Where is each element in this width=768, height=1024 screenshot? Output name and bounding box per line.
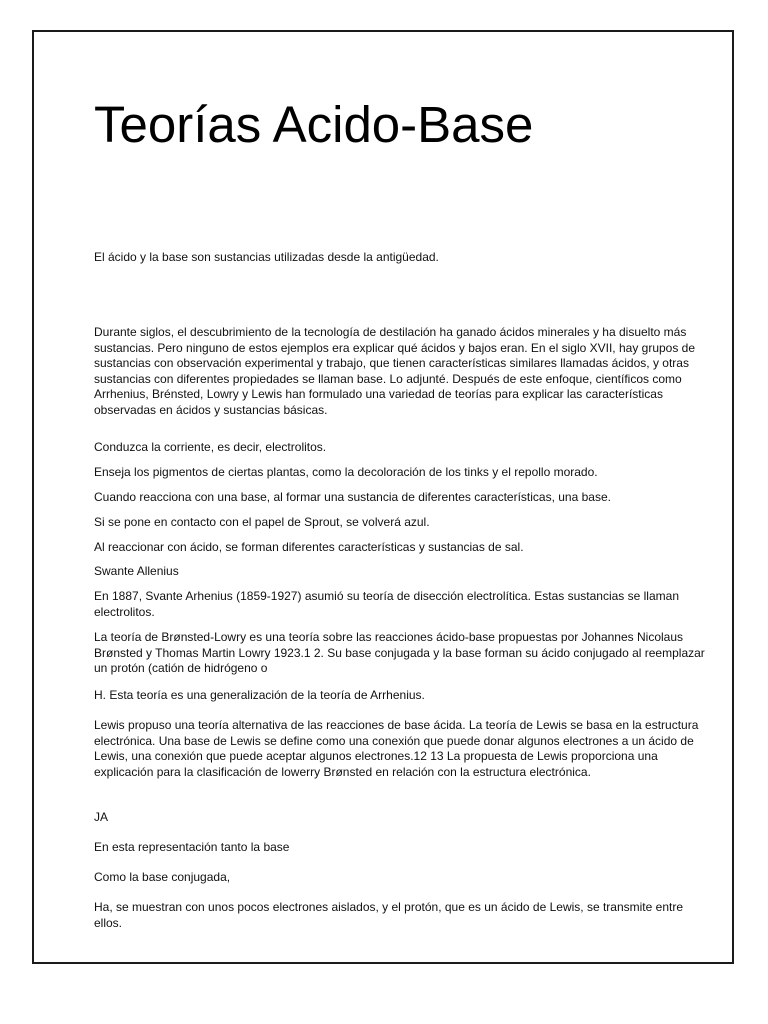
paragraph-sprout: Si se pone en contacto con el papel de Sprout, se volverá azul.	[94, 515, 430, 529]
paragraph-h: H. Esta teoría es una generalización de la teoría de Arrhenius.	[94, 688, 425, 702]
paragraph-lewis: Lewis propuso una teoría alternativa de las reacciones de base ácida. La teoría de Lewis se basa en la estructura electrónica. Una base de Lewis se define como una conexión que puede donar algunos electrones a un ácido de Lewis, una conexión que puede aceptar algunos electrones.12 13 La propuesta de Lewis proporciona una explicación para la clasificación de lowerry Brønsted en relación con la estructura electrónica.	[94, 718, 699, 779]
paragraph-representacion: En esta representación tanto la base	[94, 840, 290, 854]
document-page	[32, 30, 734, 964]
paragraph-conjugada: Como la base conjugada,	[94, 870, 231, 884]
document-content	[94, 90, 714, 930]
paragraph-bronsted-lowry: La teoría de Brønsted-Lowry es una teoría sobre las reacciones ácido-base propuestas por Johannes Nicolaus Brønsted y Thomas Martin Lowry 1923.1 2. Su base conjugada y la base forman su ácido conjugado al reemplazar un protón (catión de hidrógeno o	[94, 630, 705, 675]
paragraph-cuando: Cuando reacciona con una base, al formar una sustancia de diferentes características, una base.	[94, 490, 611, 504]
document-title: Teorías Acido-Base	[94, 96, 534, 153]
paragraph-ha: Ha, se muestran con unos pocos electrones aislados, y el protón, que es un ácido de Lewis, se transmite entre ellos.	[94, 900, 683, 930]
paragraph-intro: El ácido y la base son sustancias utilizadas desde la antigüedad.	[94, 250, 439, 264]
paragraph-siglos: Durante siglos, el descubrimiento de la tecnología de destilación ha ganado ácidos minerales y ha disuelto más sustancias. Pero ninguno de estos ejemplos era explicar qué ácidos y bajos eran. En el siglo XVII, hay grupos de sustancias con observación experimental y trabajo, que tienen características similares llamadas ácidos, y otras sustancias con diferentes propiedades se llaman base. Lo adjunté. Después de este enfoque, científicos como Arrhenius, Brénsted, Lowry y Lewis han formulado una variedad de teorías para explicar las características observadas en ácidos y sustancias básicas.	[94, 325, 696, 417]
paragraph-1887: En 1887, Svante Arhenius (1859-1927) asumió su teoría de disección electrolítica. Estas sustancias se llaman electrolitos.	[94, 589, 679, 619]
paragraph-reaccionar: Al reaccionar con ácido, se forman diferentes características y sustancias de sal.	[94, 540, 524, 554]
paragraph-ja: JA	[94, 810, 109, 824]
paragraph-conduzca: Conduzca la corriente, es decir, electrolitos.	[94, 440, 327, 454]
paragraph-enseja: Enseja los pigmentos de ciertas plantas, como la decoloración de los tinks y el repollo morado.	[94, 465, 598, 479]
paragraph-swante: Swante Allenius	[94, 564, 179, 578]
